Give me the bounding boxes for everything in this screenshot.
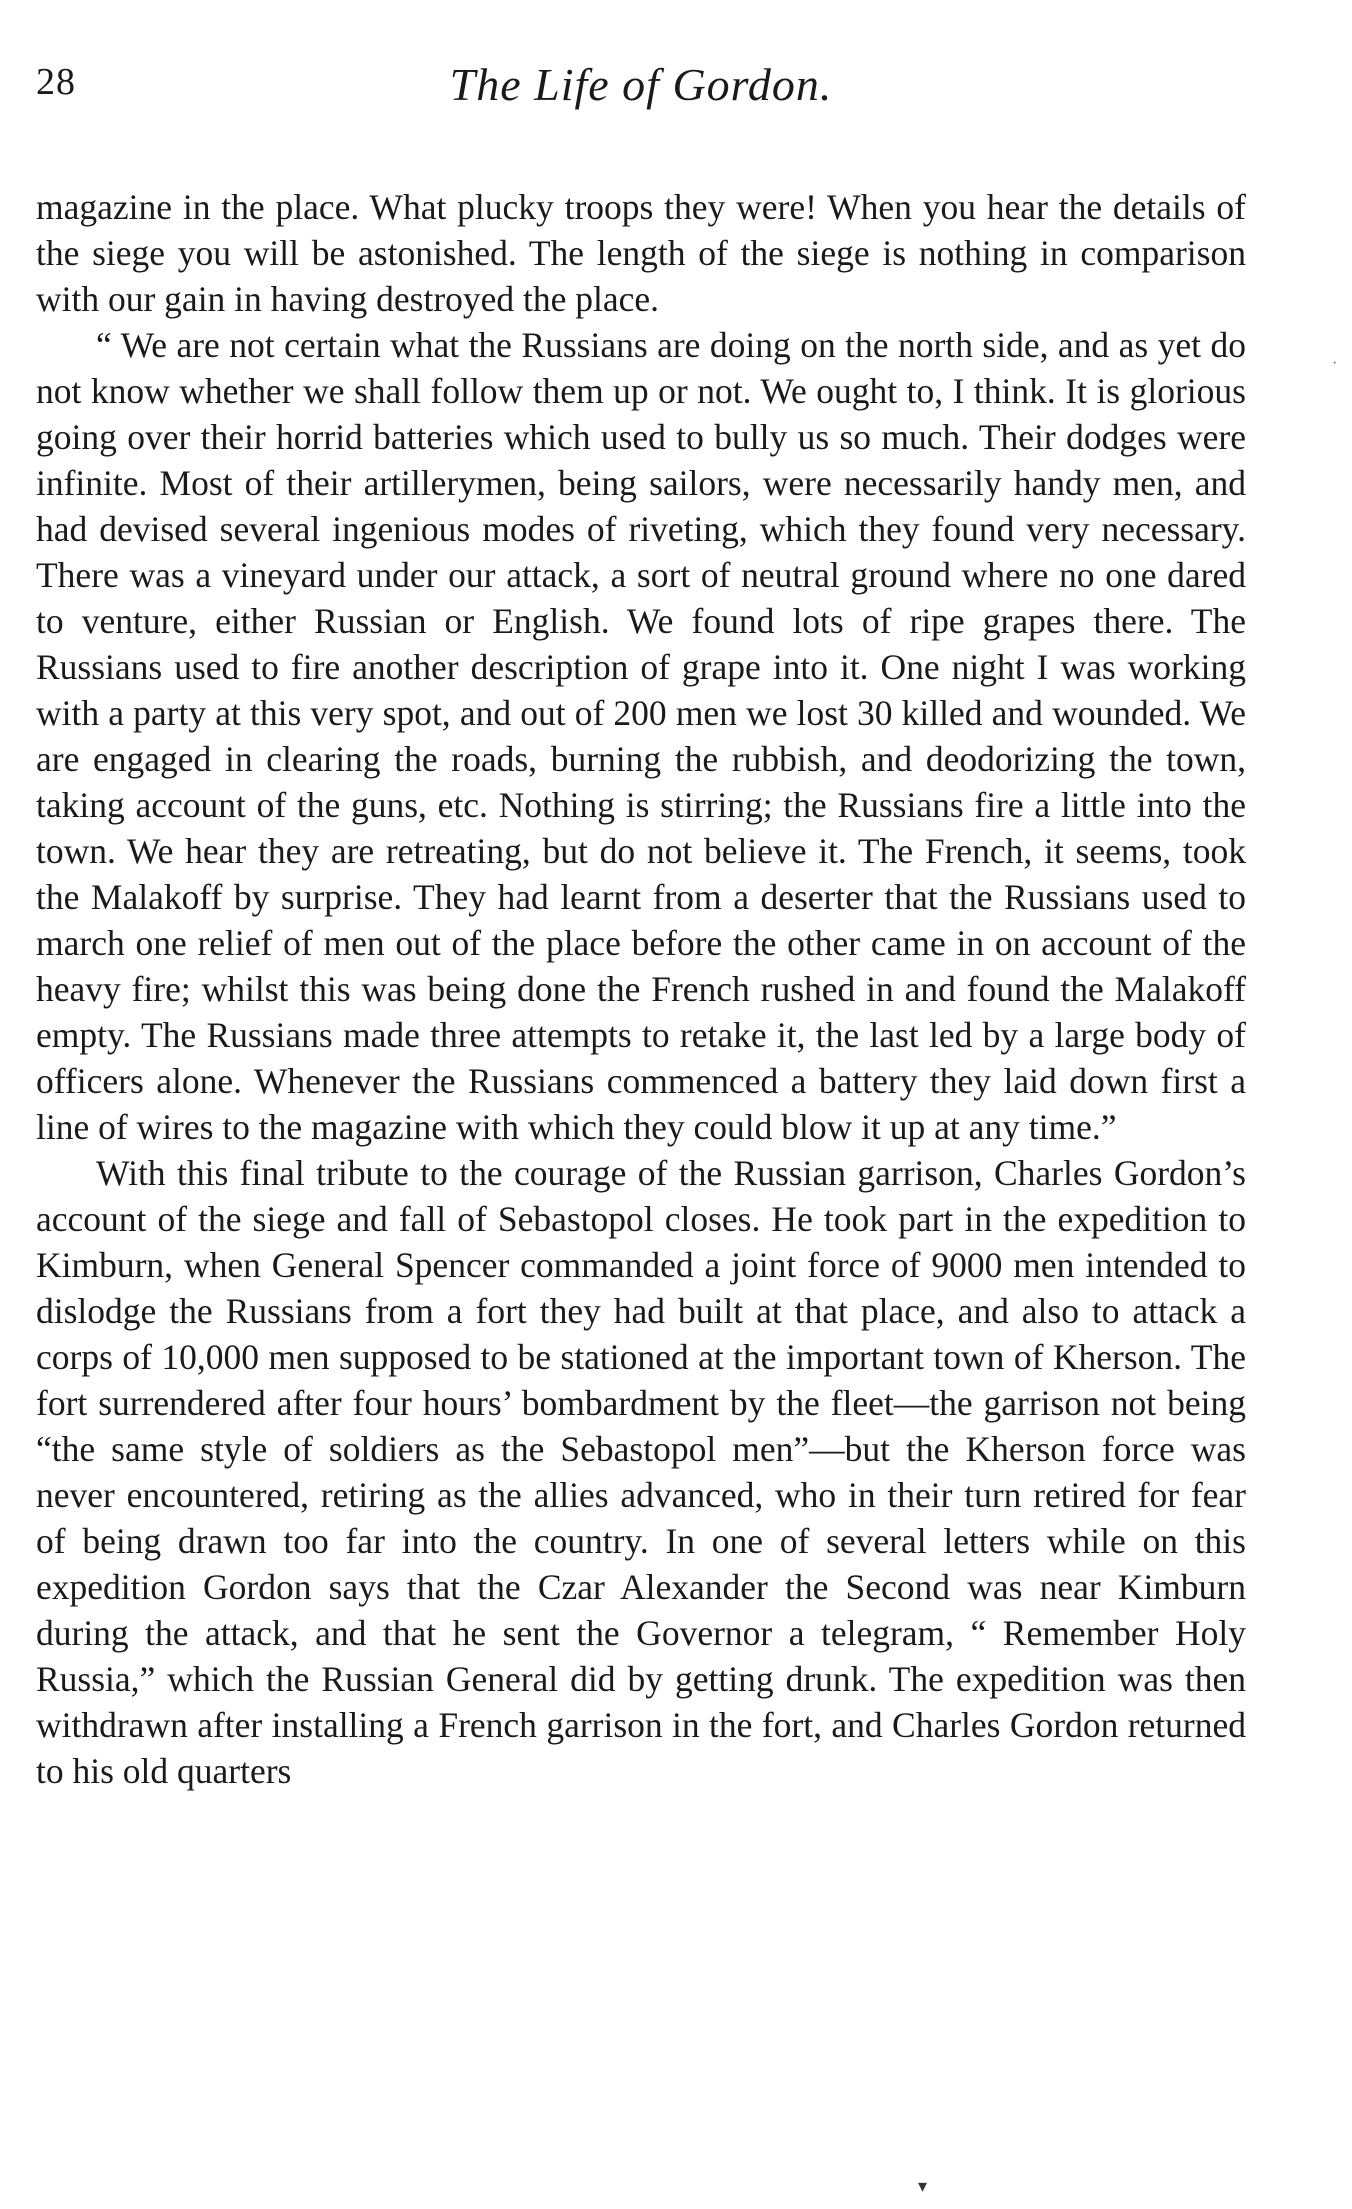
- running-head: [36, 40, 1246, 132]
- paragraph-letter-quote: “ We are not certain what the Russians are doing on the north side, and as yet do not know whether we shall follow them up or not. We ought to, I think. It is glorious going over their horrid batteries which used to bully us so much. Their dodges were infinite. Most of their artillerymen, being sailors, were necessarily handy men, and had devised several ingenious modes of riveting, which they found very necessary. There was a vineyard under our attack, a sort of neutral ground where no one dared to venture, either Russian or English. We found lots of ripe grapes there. The Russians used to fire another description of grape into it. One night I was working with a party at this very spot, and out of 200 men we lost 30 killed and wounded. We are engaged in clearing the roads, burning the rubbish, and deodorizing the town, taking account of the guns, etc. Nothing is stirring; the Russians fire a little into the town. We hear they are retreating, but do not believe it. The French, it seems, took the Malakoff by surprise. They had learnt from a deserter that the Russians used to march one relief of men out of the place before the other came in on account of the heavy fire; whilst this was being done the French rushed in and found the Malakoff empty. The Russians made three attempts to retake it, the last led by a large body of officers alone. Whenever the Russians commenced a battery they laid down first a line of wires to the magazine with which they could blow it up at any time.”: [36, 325, 1246, 1147]
- paragraph-narrative: With this final tribute to the courage of the Russian garrison, Charles Gordon’s account of the siege and fall of Sebastopol closes. He took part in the expedition to Kimburn, when General Spencer commanded a joint force of 9000 men intended to dislodge the Russians from a fort they had built at that place, and also to attack a corps of 10,000 men supposed to be stationed at the important town of Kherson. The fort surrendered after four hours’ bombardment by the fleet—the garrison not being “the same style of soldiers as the Sebastopol men”—but the Kherson force was never encountered, retiring as the allies advanced, who in their turn retired for fear of being drawn too far into the country. In one of several letters while on this expedition Gordon says that the Czar Alexander the Second was near Kimburn during the attack, and that he sent the Governor a telegram, “ Remember Holy Russia,” which the Russian General did by getting drunk. The expedition was then withdrawn after installing a French garrison in the fort, and Charles Gordon returned to his old quarters: [36, 1153, 1246, 1791]
- book-page: [36, 40, 1246, 1794]
- page-number: 28: [36, 61, 76, 103]
- paragraph-continuation: magazine in the place. What plucky troops they were! When you hear the details of the siege you will be astonished. The length of the siege is nothing in comparison with our gain in having destroyed the place.: [36, 187, 1246, 319]
- printer-ornament: ▾: [918, 2176, 928, 2196]
- margin-mark: ·: [1332, 355, 1338, 372]
- running-title: The Life of Gordon.: [449, 59, 833, 110]
- body-text: [36, 184, 1246, 1794]
